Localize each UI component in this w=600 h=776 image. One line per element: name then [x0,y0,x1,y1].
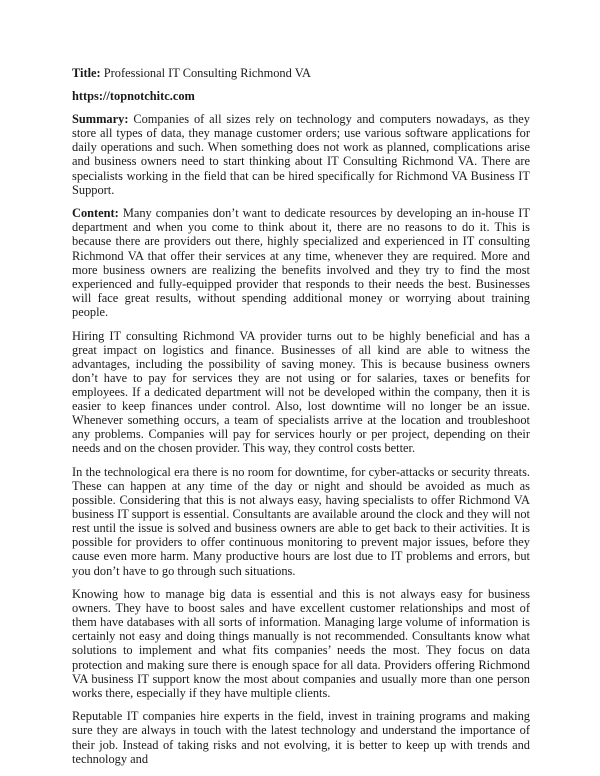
body-paragraph: Knowing how to manage big data is essential and this is not always easy for business owners. They have to boost sales and have excellent customer relationships and most of them have databases with all sorts of information. Managing large volume of information is certainly not easy and doing things manually is not recommended. Consultants know what solutions to implement and what fits companies’ needs the most. They focus on data protection and making sure there is enough space for all data. Providers offering Richmond VA business IT support know the most about companies and usually more than one person works there, especially if they have multiple clients. [72,587,530,700]
website-url: https://topnotchitc.com [72,89,195,104]
content-paragraph [72,206,530,319]
content-label: Content: [72,206,119,221]
body-paragraph: Reputable IT companies hire experts in the field, invest in training programs and making sure they are always in touch with the latest technology and understand the importance of their job. Instead of taking risks and not evolving, it is better to keep up with trends and technology and [72,709,530,766]
summary-text: Companies of all sizes rely on technology and computers nowadays, as they store all types of data, they manage customer orders; use various software applications for daily operations and such. When something does not work as planned, complications arise and business owners need to start thinking about IT Consulting Richmond VA. There are specialists working in the field that can be hired specifically for Richmond VA Business IT Support. [72,112,530,197]
summary-paragraph [72,112,530,197]
title-line [72,66,530,80]
title-label: Title: [72,66,101,80]
body-paragraph: In the technological era there is no room for downtime, for cyber-attacks or security threats. These can happen at any time of the day or night and should be avoided as much as possible. Considering that this is not always easy, having specialists to offer Richmond VA business IT support is essential. Consultants are available around the clock and they will not rest until the issue is solved and business owners are able to get back to their activities. It is possible for providers to offer continuous monitoring to prevent major issues, before they cause even more harm. Many productive hours are lost due to IT problems and errors, but you don’t have to go through such situations. [72,464,530,578]
summary-label: Summary: [72,112,129,127]
url-line [72,89,530,103]
body-paragraph: Hiring IT consulting Richmond VA provider turns out to be highly beneficial and has a great impact on logistics and finance. Businesses of all kind are able to witness the advantages, including the possibility of saving money. This is because business owners don’t have to pay for services they are not using or for salaries, taxes or benefits for employees. If a dedicated department will not be developed within the company, then it is easier to keep finances under control. Also, lost downtime will no longer be an issue. Whenever something occurs, a team of specialists arrive at the location and troubleshoot any problems. Companies will pay for services hourly or per project, depending on their needs and on the chosen provider. This way, they control costs better. [72,328,530,456]
content-text: Many companies don’t want to dedicate resources by developing an in-house IT department and when you come to think about it, there are no reasons to do it. This is because there are providers out there, highly specialized and experienced in IT consulting Richmond VA that offer their services at any time, whenever they are required. More and more business owners are realizing the benefits involved and they try to find the most experienced and fully-equipped provider that responds to their needs the best. Businesses will face great results, without spending additional money or worrying about training people. [72,206,530,319]
document-page [72,66,530,775]
document-title: Professional IT Consulting Richmond VA [100,66,311,80]
